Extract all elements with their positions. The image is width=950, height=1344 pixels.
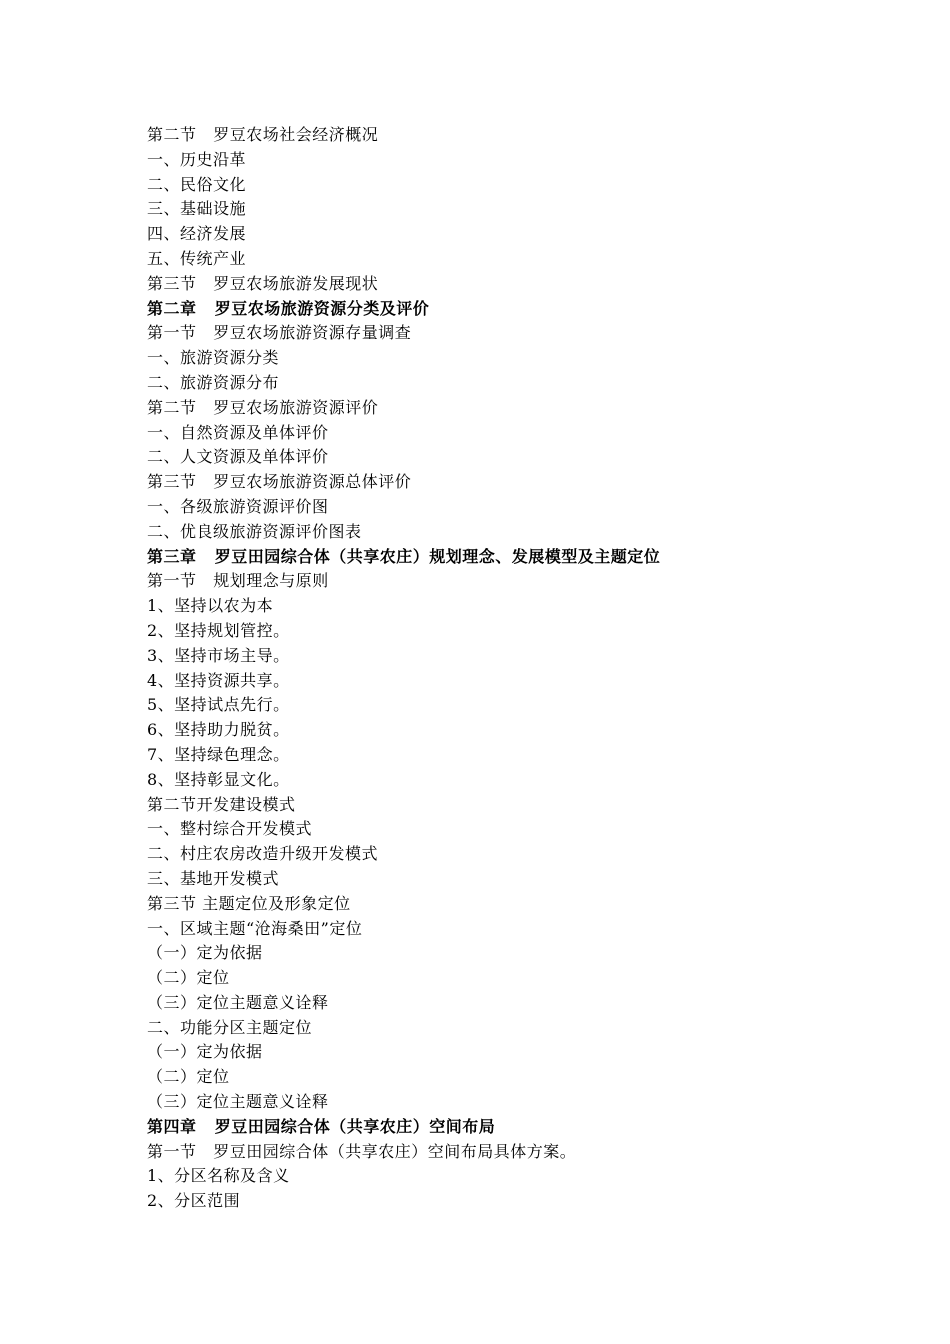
toc-entry: 第二节 罗豆农场旅游资源评价 — [147, 397, 379, 417]
toc-entry: 第一节 罗豆田园综合体（共享农庄）空间布局具体方案。 — [147, 1141, 577, 1161]
toc-entry: 第一节 规划理念与原则 — [147, 571, 329, 591]
toc-entry: 4、坚持资源共享。 — [147, 670, 290, 690]
toc-entry: （三）定位主题意义诠释 — [147, 1092, 329, 1112]
toc-entry: 一、历史沿革 — [147, 149, 247, 169]
toc-entry: 三、基础设施 — [147, 199, 247, 219]
toc-entry: 四、经济发展 — [147, 224, 247, 244]
toc-entry: 二、村庄农房改造升级开发模式 — [147, 844, 379, 864]
toc-entry: （一）定为依据 — [147, 1042, 263, 1062]
toc-entry: 一、旅游资源分类 — [147, 348, 280, 368]
toc-entry: 一、整村综合开发模式 — [147, 819, 313, 839]
toc-entry: （一）定为依据 — [147, 943, 263, 963]
toc-entry: 二、优良级旅游资源评价图表 — [147, 521, 362, 541]
chapter-heading: 第四章 罗豆田园综合体（共享农庄）空间布局 — [147, 1116, 496, 1136]
toc-entry: （二）定位 — [147, 1067, 230, 1087]
chapter-heading: 第二章 罗豆农场旅游资源分类及评价 — [147, 298, 430, 318]
toc-entry: 1、坚持以农为本 — [147, 596, 274, 616]
toc-entry: 5、坚持试点先行。 — [147, 695, 290, 715]
toc-entry: 二、民俗文化 — [147, 174, 247, 194]
toc-entry: 7、坚持绿色理念。 — [147, 744, 290, 764]
toc-entry: 第二节开发建设模式 — [147, 794, 296, 814]
toc-entry: 1、分区名称及含义 — [147, 1166, 290, 1186]
toc-entry: 2、分区范围 — [147, 1191, 241, 1211]
toc-entry: 第三节 罗豆农场旅游发展现状 — [147, 273, 379, 293]
toc-entry: 第二节 罗豆农场社会经济概况 — [147, 125, 379, 144]
toc-entry: 二、旅游资源分布 — [147, 372, 280, 392]
toc-entry: （三）定位主题意义诠释 — [147, 992, 329, 1012]
toc-entry: 二、功能分区主题定位 — [147, 1017, 313, 1037]
toc-entry: 二、人文资源及单体评价 — [147, 447, 329, 467]
table-of-contents — [147, 123, 907, 1214]
toc-entry: 三、基地开发模式 — [147, 868, 280, 888]
toc-entry: 6、坚持助力脱贫。 — [147, 720, 290, 740]
toc-entry: （二）定位 — [147, 968, 230, 988]
toc-entry: 3、坚持市场主导。 — [147, 645, 290, 665]
toc-entry: 2、坚持规划管控。 — [147, 620, 290, 640]
chapter-heading: 第三章 罗豆田园综合体（共享农庄）规划理念、发展模型及主题定位 — [147, 546, 661, 566]
toc-entry: 8、坚持彰显文化。 — [147, 769, 290, 789]
toc-entry: 一、自然资源及单体评价 — [147, 422, 329, 442]
toc-entry: 第一节 罗豆农场旅游资源存量调查 — [147, 323, 412, 343]
toc-entry: 五、传统产业 — [147, 248, 247, 268]
toc-entry: 一、区域主题“沧海桑田”定位 — [147, 918, 363, 938]
toc-entry: 第三节 主题定位及形象定位 — [147, 893, 351, 913]
toc-entry: 一、各级旅游资源评价图 — [147, 496, 329, 516]
toc-entry: 第三节 罗豆农场旅游资源总体评价 — [147, 472, 412, 492]
